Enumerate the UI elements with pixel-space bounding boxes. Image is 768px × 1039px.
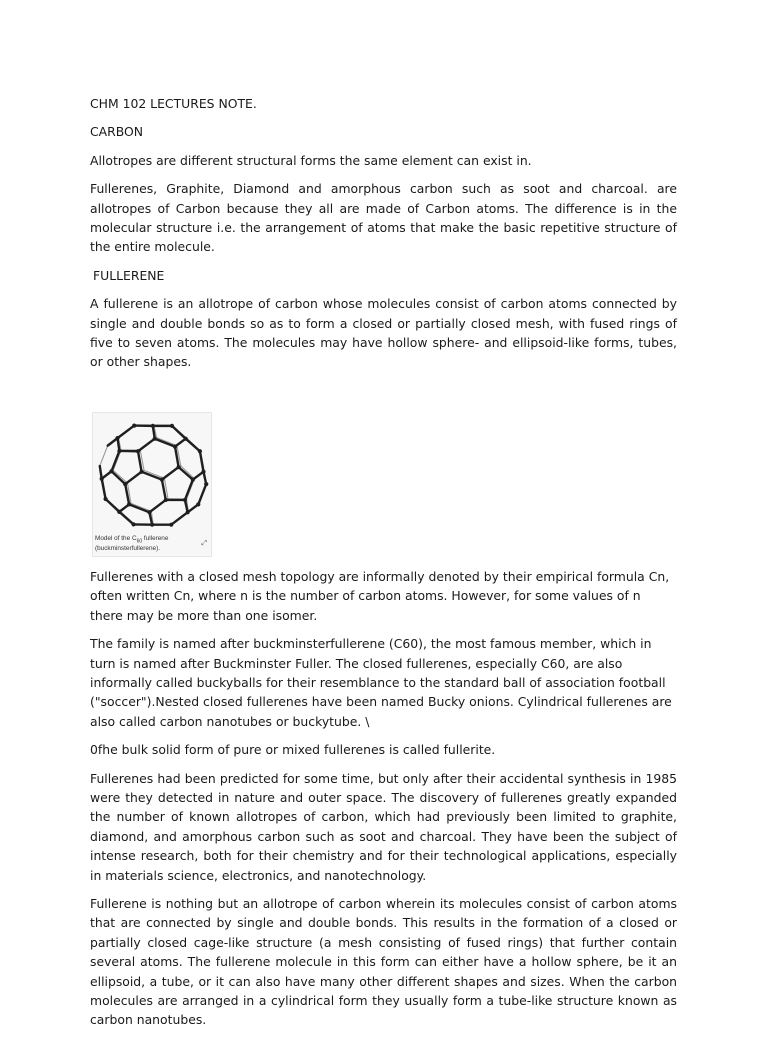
section-heading-carbon: CARBON [90,122,677,141]
carbon-bond [111,471,125,484]
paragraph-predicted: Fullerenes had been predicted for some time, but only after their accidental synthesis in 1985 were they detected in nature and outer space. The discovery of fullerenes greatly expanded the number of known allotropes of carbon, which had previously been limited to graphite, diamond, and amorphous carbon such as soot and charcoal. They have been the subject of intense research, both for their chemistry and for their technological applications, especially in materials science, electronics, and nanotechnology. [90,769,677,885]
carbon-bond [113,450,121,470]
carbon-atom [103,497,107,501]
carbon-bond [106,499,120,512]
carbon-atom [127,502,131,506]
carbon-bond [100,445,108,465]
paragraph-fullerite: 0fhe bulk solid form of pure or mixed fullerenes is called fullerite. [90,740,677,759]
carbon-bond [155,439,175,447]
carbon-atom [100,477,104,481]
carbon-atom [169,522,173,526]
enlarge-icon[interactable]: ⤢ [201,534,207,553]
carbon-bond [125,472,141,484]
page-title: CHM 102 LECTURES NOTE. [90,94,677,113]
figure-caption: Model of the $C_{60}$ fullerene (buckminsterfullerene). [95,535,207,553]
carbon-atom [201,469,205,473]
carbon-bond [171,512,187,524]
paragraph-carbon-allotropes: Fullerenes, Graphite, Diamond and amorphous carbon such as soot and charcoal. are allotropes of Carbon because they all are made of Carbon atoms. The difference is in the molecular structure i.e. the arrangement of atoms that make the basic repetitive structure of the entire molecule. [90,179,677,257]
carbon-bond [186,439,200,452]
carbon-bond [187,479,195,499]
carbon-bond [185,480,193,500]
carbon-atom [198,449,202,453]
carbon-atom [115,436,119,440]
carbon-atom [109,469,113,473]
carbon-atom [160,477,164,481]
carbon-bond [198,484,206,504]
carbon-atom [150,522,154,526]
paragraph-fullerene-definition: A fullerene is an allotrope of carbon whose molecules consist of carbon atoms connected by single and double bonds so as to form a closed or partially closed mesh, with fused rings of five to seven atoms. The molecules may have hollow sphere- and ellipsoid-like forms, tubes, or other shapes. [90,294,677,372]
carbon-atom [204,482,208,486]
carbon-bond [172,426,186,439]
carbon-bond [179,467,193,480]
document-body [90,94,677,1039]
carbon-atom [132,423,136,427]
carbon-atom [123,482,127,486]
carbon-atom [153,436,157,440]
paragraph-closed-mesh: Fullerenes with a closed mesh topology are informally denoted by their empirical formula Cn, often written Cn, where n is the number of carbon atoms. However, for some values of n there may be more than one isomer. [90,567,677,625]
carbon-atom [147,510,151,514]
carbon-atom [183,498,187,502]
carbon-bond [162,467,179,480]
paragraph-allotropes: Allotropes are different structural forms the same element can exist in. [90,151,677,170]
carbon-atom [170,424,174,428]
carbon-atom [151,424,155,428]
carbon-atom [177,465,181,469]
c60-fullerene-model-image [95,415,211,533]
carbon-atom [117,510,121,514]
carbon-atom [117,449,121,453]
fullerene-figure [92,412,212,557]
carbon-atom [131,522,135,526]
carbon-atom [191,477,195,481]
section-heading-fullerene: FULLERENE [90,266,677,285]
carbon-atom [173,444,177,448]
carbon-bond [111,451,119,471]
carbon-atom [164,498,168,502]
carbon-bond [149,500,165,512]
carbon-bond [118,425,135,438]
carbon-bond [119,512,133,525]
carbon-atom [186,510,190,514]
carbon-bond [138,439,155,452]
carbon-atom [196,502,200,506]
carbon-atom [136,449,140,453]
paragraph-nothing-but: Fullerene is nothing but an allotrope of carbon wherein its molecules consist of carbon atoms that are connected by single and double bonds. This results in the formation of a closed or partially closed cage-like structure (a mesh consisting of fused rings) that further contain several atoms. The fullerene molecule in this form can either have a hollow sphere, be it an ellipsoid, a tube, or it can also have many other different shapes and sizes. When the carbon molecules are arranged in a cylindrical form they usually form a tube-like structure known as carbon nanotubes. [90,894,677,1030]
paragraph-family-name: The family is named after buckminsterfullerene (C60), the most famous member, which in turn is named after Buckminster Fuller. The closed fullerenes, especially C60, are also informally called buckyballs for their resemblance to the standard ball of association football ("soccer").Nested closed fullerenes have been named Bucky onions. Cylindrical fullerenes are also called carbon nanotubes or buckytube. \ [90,634,677,731]
carbon-bond [129,504,149,512]
carbon-atom [184,436,188,440]
carbon-atom [140,469,144,473]
